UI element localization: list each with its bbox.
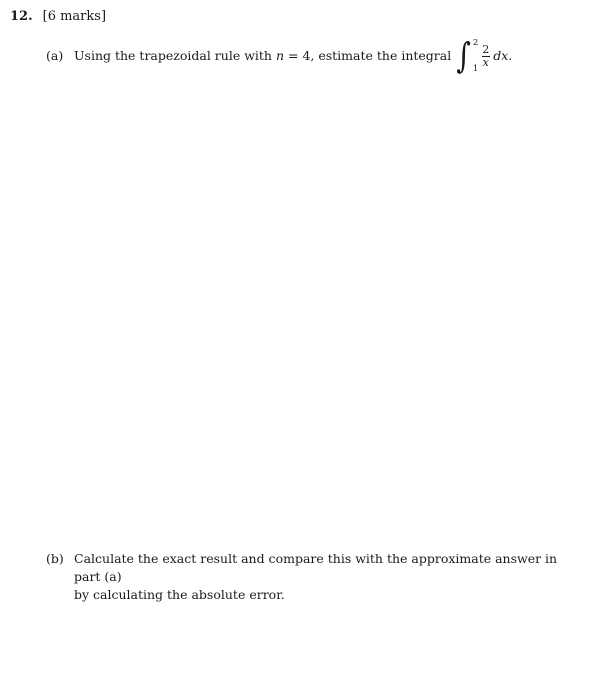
question-header [10, 9, 106, 24]
variable-n: n [275, 48, 285, 63]
question-number: 12. [10, 9, 33, 24]
part-b-line-2: by calculating the absolute error. [74, 587, 285, 602]
part-a-label: (a) [46, 48, 64, 63]
fraction-denominator: x [482, 55, 489, 69]
part-a-text [74, 34, 513, 76]
integral-expression [456, 34, 513, 76]
part-b-label: (b) [46, 551, 64, 566]
integral-upper-limit: 2 [472, 38, 479, 48]
part-a-text-before: Using the trapezoidal rule with [74, 48, 272, 63]
integral-sign-icon: ∫ [456, 34, 471, 76]
question-marks: [6 marks] [42, 9, 107, 24]
part-b [46, 550, 566, 604]
integral-lower-limit: 1 [472, 63, 479, 74]
integral-differential: dx. [493, 48, 513, 63]
integral-limits [473, 39, 478, 73]
fraction-numerator: 2 [482, 42, 490, 56]
part-b-line-1: Calculate the exact result and compare this with the approximate answer in part (a) [74, 551, 558, 584]
part-a [46, 34, 566, 76]
integrand-fraction [481, 44, 490, 69]
part-a-equals-value: = 4, estimate the integral [288, 48, 452, 63]
part-b-body [74, 550, 566, 604]
